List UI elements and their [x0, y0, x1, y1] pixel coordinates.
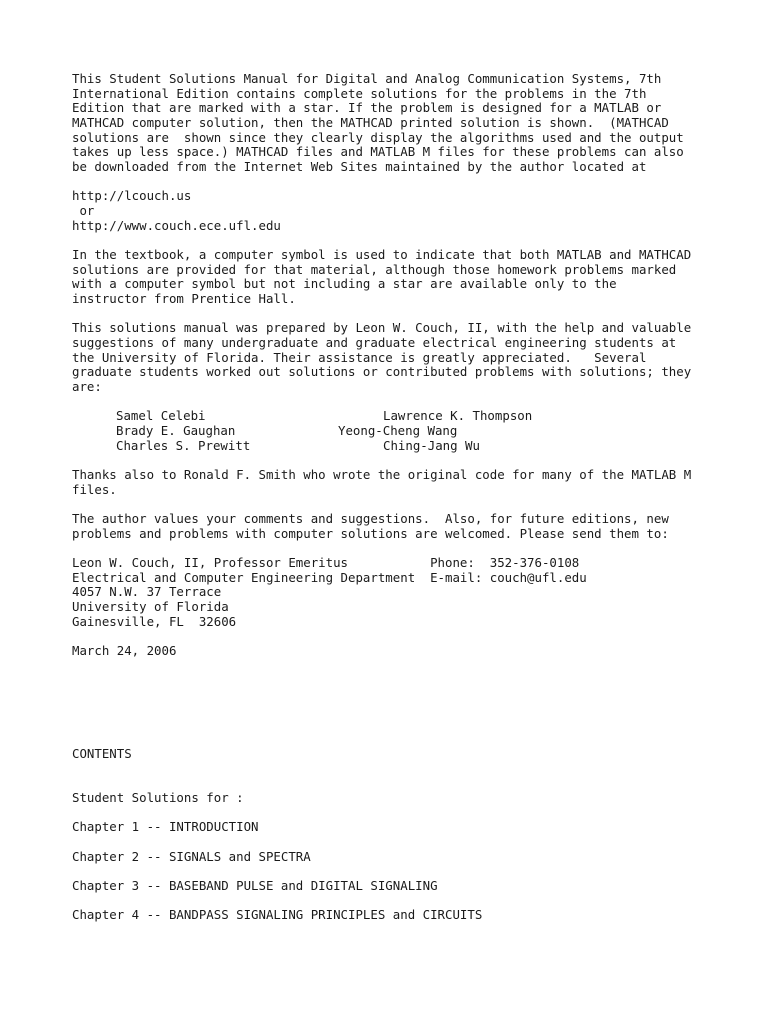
prepared-by-line: This solutions manual was prepared by Leon W. Couch, II, with the help and valuable	[72, 320, 692, 335]
textbook-note-line: solutions are provided for that material, although those homework problems marked	[72, 262, 677, 277]
prepared-by-line: graduate students worked out solutions or contributed problems with solutions; they	[72, 364, 692, 379]
document-date: March 24, 2006	[72, 643, 177, 658]
contents-heading: CONTENTS	[72, 746, 132, 761]
contact-line: Leon W. Couch, II, Professor Emeritus Phone: 352-376-0108	[72, 555, 580, 570]
prepared-by-line: the University of Florida. Their assistance is greatly appreciated. Several	[72, 350, 647, 365]
intro-line: takes up less space.) MATHCAD files and MATLAB M files for these problems can also	[72, 144, 684, 159]
contents-subheading: Student Solutions for :	[72, 790, 244, 805]
student-name: Lawrence K. Thompson	[383, 408, 533, 423]
textbook-note-line: instructor from Prentice Hall.	[72, 291, 296, 306]
prepared-by-line: suggestions of many undergraduate and graduate electrical engineering students at	[72, 335, 677, 350]
intro-line: be downloaded from the Internet Web Sites maintained by the author located at	[72, 159, 647, 174]
intro-line: Edition that are marked with a star. If the problem is designed for a MATLAB or	[72, 100, 662, 115]
intro-line: This Student Solutions Manual for Digital and Analog Communication Systems, 7th	[72, 71, 662, 86]
comments-line: The author values your comments and suggestions. Also, for future editions, new	[72, 511, 669, 526]
comments-line: problems and problems with computer solutions are welcomed. Please send them to:	[72, 526, 669, 541]
contact-line: Gainesville, FL 32606	[72, 614, 237, 629]
textbook-note-line: with a computer symbol but not including a star are available only to the	[72, 276, 617, 291]
prepared-by-line: are:	[72, 379, 102, 394]
student-credits	[0, 409, 768, 455]
chapter-entry: Chapter 3 -- BASEBAND PULSE and DIGITAL SIGNALING	[72, 878, 438, 893]
chapter-entry: Chapter 2 -- SIGNALS and SPECTRA	[72, 849, 311, 864]
student-name: Charles S. Prewitt	[116, 438, 251, 453]
thanks-line: files.	[72, 482, 117, 497]
student-name: Brady E. Gaughan	[116, 423, 236, 438]
student-name: Yeong-Cheng Wang	[338, 423, 458, 438]
intro-line: solutions are shown since they clearly display the algorithms used and the output	[72, 130, 684, 145]
url-lcouch-link[interactable]: http://lcouch.us	[72, 188, 192, 203]
student-name: Ching-Jang Wu	[383, 438, 480, 453]
chapter-entry: Chapter 4 -- BANDPASS SIGNALING PRINCIPLES and CIRCUITS	[72, 907, 483, 922]
url-separator: or	[72, 203, 95, 218]
textbook-note-line: In the textbook, a computer symbol is used to indicate that both MATLAB and MATHCAD	[72, 247, 692, 262]
contact-line: 4057 N.W. 37 Terrace	[72, 584, 222, 599]
url-ufl-link[interactable]: http://www.couch.ece.ufl.edu	[72, 218, 281, 233]
contact-line: Electrical and Computer Engineering Department E-mail: couch@ufl.edu	[72, 570, 587, 585]
chapter-entry: Chapter 1 -- INTRODUCTION	[72, 819, 259, 834]
intro-line: International Edition contains complete solutions for the problems in the 7th	[72, 86, 647, 101]
intro-line: MATHCAD computer solution, then the MATHCAD printed solution is shown. (MATHCAD	[72, 115, 669, 130]
thanks-line: Thanks also to Ronald F. Smith who wrote the original code for many of the MATLAB M	[72, 467, 692, 482]
contact-line: University of Florida	[72, 599, 229, 614]
student-name: Samel Celebi	[116, 408, 206, 423]
